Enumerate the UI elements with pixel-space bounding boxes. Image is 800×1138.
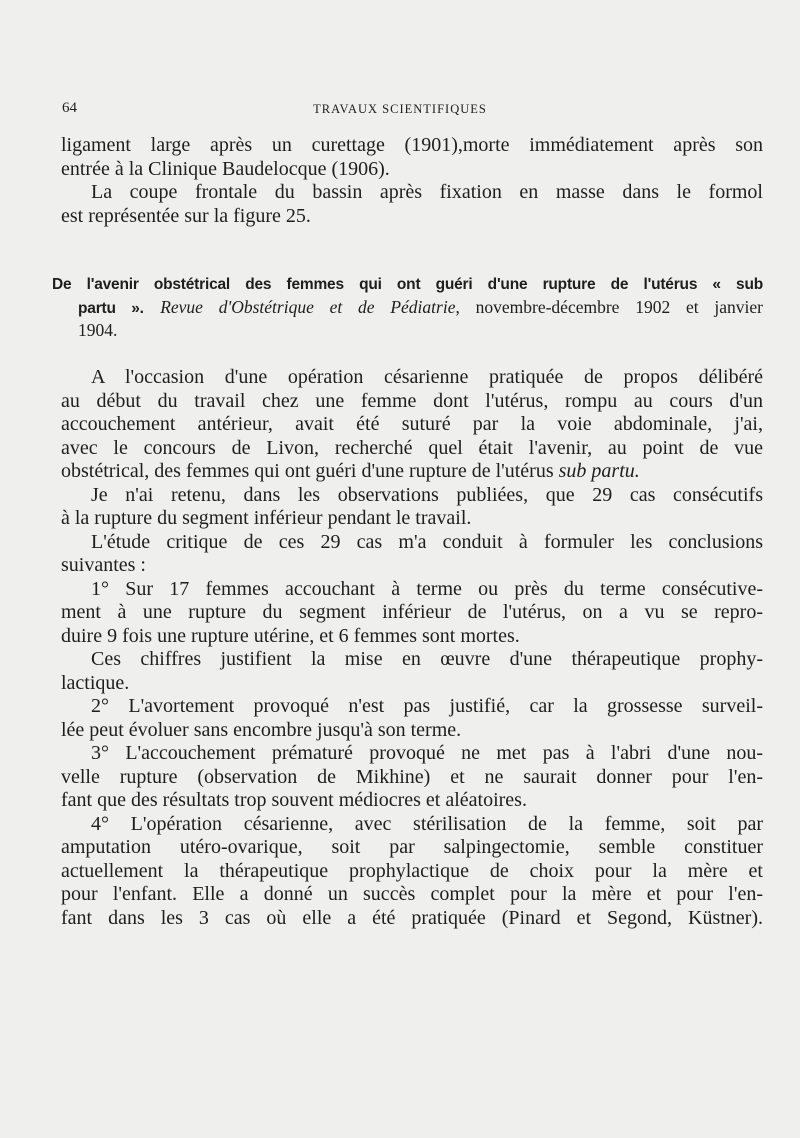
line-text: amputation utéro-ovarique, soit par salpingectomie, semble constituer [61, 836, 763, 858]
text-line [61, 860, 763, 884]
text-line [61, 672, 763, 696]
line-text: velle rupture (observation de Mikhine) et ne saurait donner pour l'en- [61, 765, 763, 788]
page-number: 64 [62, 100, 77, 116]
entry-title-line: De l'avenir obstétrical des femmes qui ont guéri d'une rupture de l'utérus « sub [52, 276, 763, 293]
text-line [61, 554, 763, 578]
line-text: avec le concours de Livon, recherché quel était l'avenir, au point de vue [61, 436, 763, 459]
text-line [61, 578, 763, 602]
italic-text: sub partu. [558, 460, 640, 482]
line-text: à la rupture du segment inférieur pendant le travail. [61, 507, 472, 529]
text-line [61, 437, 763, 461]
text-line [61, 789, 763, 813]
entry-citation-line [52, 296, 763, 319]
line-text: lée peut évoluer sans encombre jusqu'à son terme. [61, 718, 462, 741]
text-line [61, 390, 763, 414]
text-line [61, 625, 763, 649]
line-text: lactique. [61, 671, 130, 694]
line-text: 1° Sur 17 femmes accouchant à terme ou près du terme consécutive- [91, 577, 763, 600]
line-text: La coupe frontale du bassin après fixation en masse dans le formol [91, 181, 763, 203]
line-text: 3° L'accouchement prématuré provoqué ne met pas à l'abri d'une nou- [91, 742, 763, 764]
text-line [61, 719, 763, 743]
text-line [61, 158, 763, 182]
text-line [61, 766, 763, 790]
line-text: au début du travail chez une femme dont l'utérus, rompu au cours d'un [61, 389, 763, 412]
bibliography-entry [52, 273, 763, 342]
text-line [61, 413, 763, 437]
line-text: actuellement la thérapeutique prophylactique de choix pour la mère et [61, 859, 763, 882]
line-text: duire 9 fois une rupture utérine, et 6 femmes sont mortes. [61, 624, 520, 647]
line-text: est représentée sur la figure 25. [61, 204, 311, 227]
text-line [61, 907, 763, 931]
line-text: accouchement antérieur, avait été suturé par la voie abdominale, j'ai, [61, 413, 763, 435]
publication-date: , novembre-décembre 1902 et janvier [455, 297, 763, 317]
text-line [61, 742, 763, 766]
entry-title-end: partu ». [78, 300, 144, 317]
text-line [61, 813, 763, 837]
line-text: entrée à la Clinique Baudelocque (1906). [61, 157, 390, 180]
body-paragraphs [61, 366, 763, 930]
line-text: ment à une rupture du segment inférieur de l'utérus, on a vu se repro- [61, 601, 763, 623]
text-line [61, 205, 763, 229]
text-line [61, 601, 763, 625]
text-line [61, 134, 763, 158]
line-text: ligament large après un curettage (1901),morte immédiatement après son [61, 134, 763, 156]
line-text: suivantes : [61, 554, 146, 576]
text-line [61, 531, 763, 555]
text-line [61, 366, 763, 390]
line-text: 4° L'opération césarienne, avec stérilisation de la femme, soit par [91, 812, 763, 835]
text-line [61, 836, 763, 860]
line-text: Je n'ai retenu, dans les observations publiées, que 29 cas consécutifs [91, 483, 763, 506]
journal-name: Revue d'Obstétrique et de Pédiatrie [160, 297, 456, 317]
text-line [61, 460, 763, 484]
text-line [61, 883, 763, 907]
text-line [61, 648, 763, 672]
intro-paragraphs [61, 134, 763, 228]
text-line [61, 695, 763, 719]
line-text: L'étude critique de ces 29 cas m'a conduit à formuler les conclusions [91, 530, 763, 553]
publication-year: 1904. [78, 320, 118, 340]
line-text: obstétrical, des femmes qui ont guéri d'une rupture de l'utérus [61, 460, 559, 482]
text-line [61, 181, 763, 205]
line-text: Ces chiffres justifient la mise en œuvre d'une thérapeutique prophy- [91, 648, 763, 670]
line-text: A l'occasion d'une opération césarienne pratiquée de propos délibéré [91, 366, 763, 388]
line-text: fant que des résultats trop souvent médiocres et aléatoires. [61, 789, 527, 811]
text-line [61, 507, 763, 531]
line-text: 2° L'avortement provoqué n'est pas justifié, car la grossesse surveil- [91, 695, 763, 717]
line-text: fant dans les 3 cas où elle a été pratiquée (Pinard et Segond, Küstner). [61, 906, 763, 929]
running-head: TRAVAUX SCIENTIFIQUES [313, 102, 487, 116]
line-text: pour l'enfant. Elle a donné un succès complet pour la mère et pour l'en- [61, 883, 763, 905]
text-line [61, 484, 763, 508]
